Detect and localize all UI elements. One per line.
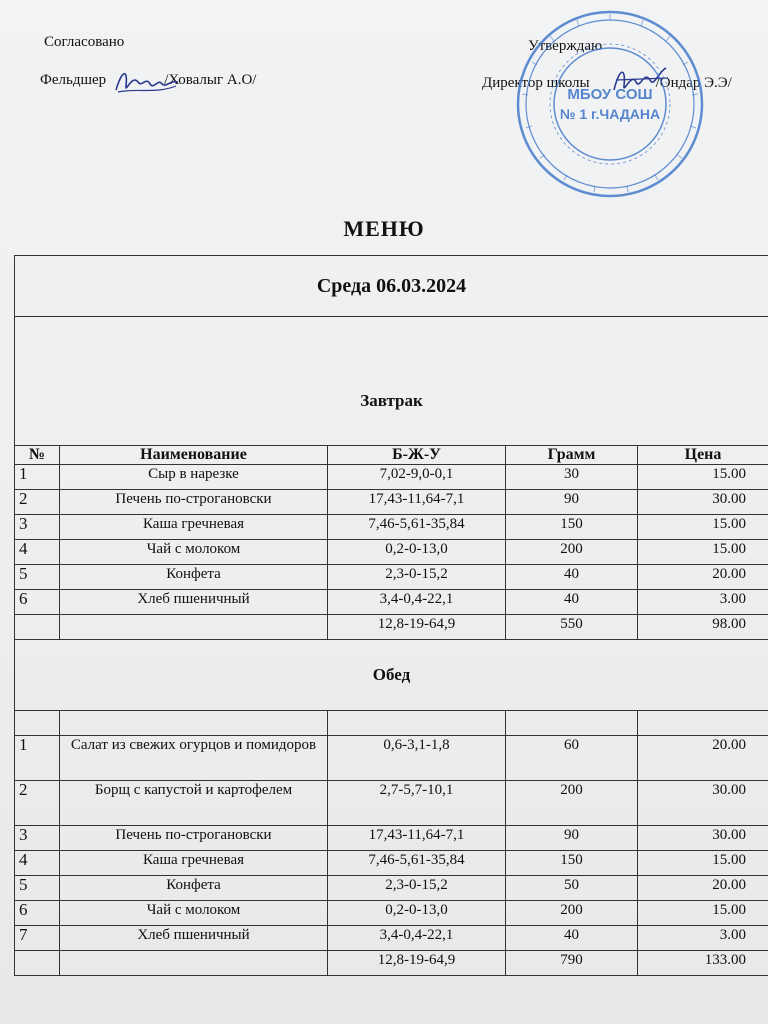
dish-gram: 50 xyxy=(506,876,638,901)
dish-bzhu: 3,4-0,4-22,1 xyxy=(328,926,506,951)
empty-cell xyxy=(638,711,768,736)
dish-name: Борщ с капустой и картофелем xyxy=(60,781,328,826)
empty-cell xyxy=(60,951,328,976)
total-bzhu: 12,8-19-64,9 xyxy=(328,951,506,976)
dish-bzhu: 2,3-0-15,2 xyxy=(328,565,506,590)
director-name: /Ондар Э.Э/ xyxy=(655,75,732,91)
col-header-price: Цена xyxy=(638,446,768,465)
dish-bzhu: 0,2-0-13,0 xyxy=(328,540,506,565)
dish-gram: 40 xyxy=(506,926,638,951)
dish-gram: 60 xyxy=(506,736,638,781)
day-heading: Среда 06.03.2024 xyxy=(15,256,768,317)
table-row xyxy=(15,490,768,515)
dish-gram: 200 xyxy=(506,540,638,565)
table-header-row xyxy=(15,446,768,465)
dish-name: Чай с молоком xyxy=(60,901,328,926)
lunch-total-row xyxy=(15,951,768,976)
dish-price: 20.00 xyxy=(638,876,768,901)
dish-bzhu: 7,46-5,61-35,84 xyxy=(328,515,506,540)
agreed-label: Согласовано xyxy=(44,34,125,50)
blank-row xyxy=(15,711,768,736)
dish-name: Печень по-строгановски xyxy=(60,826,328,851)
empty-cell xyxy=(506,711,638,736)
approved-label: Утверждаю xyxy=(528,38,603,54)
dish-gram: 90 xyxy=(506,490,638,515)
total-gram: 790 xyxy=(506,951,638,976)
empty-cell xyxy=(15,951,60,976)
dish-gram: 150 xyxy=(506,851,638,876)
dish-bzhu: 0,2-0-13,0 xyxy=(328,901,506,926)
row-number: 4 xyxy=(15,851,60,876)
table-row xyxy=(15,876,768,901)
dish-price: 15.00 xyxy=(638,515,768,540)
dish-price: 30.00 xyxy=(638,781,768,826)
dish-bzhu: 3,4-0,4-22,1 xyxy=(328,590,506,615)
empty-cell xyxy=(15,615,60,640)
dish-gram: 30 xyxy=(506,465,638,490)
col-header-bzhu: Б-Ж-У xyxy=(328,446,506,465)
dish-price: 20.00 xyxy=(638,565,768,590)
dish-bzhu: 17,43-11,64-7,1 xyxy=(328,826,506,851)
empty-cell xyxy=(60,615,328,640)
dish-gram: 40 xyxy=(506,590,638,615)
dish-name: Конфета xyxy=(60,876,328,901)
empty-cell xyxy=(60,711,328,736)
dish-gram: 200 xyxy=(506,781,638,826)
dish-price: 30.00 xyxy=(638,490,768,515)
dish-bzhu: 2,7-5,7-10,1 xyxy=(328,781,506,826)
total-price: 98.00 xyxy=(638,615,768,640)
row-number: 5 xyxy=(15,876,60,901)
dish-gram: 200 xyxy=(506,901,638,926)
dish-price: 15.00 xyxy=(638,851,768,876)
menu-title: МЕНЮ xyxy=(343,216,425,241)
dish-gram: 150 xyxy=(506,515,638,540)
table-row xyxy=(15,736,768,781)
row-number: 2 xyxy=(15,781,60,826)
row-number: 3 xyxy=(15,515,60,540)
table-row xyxy=(15,826,768,851)
row-number: 1 xyxy=(15,465,60,490)
dish-bzhu: 7,46-5,61-35,84 xyxy=(328,851,506,876)
row-number: 4 xyxy=(15,540,60,565)
medic-label: Фельдшер xyxy=(40,72,107,88)
medic-name: /Ховалыг А.О/ xyxy=(164,72,257,88)
table-row xyxy=(15,540,768,565)
lunch-heading: Обед xyxy=(15,640,768,711)
dish-name: Конфета xyxy=(60,565,328,590)
breakfast-heading: Завтрак xyxy=(15,317,768,446)
total-bzhu: 12,8-19-64,9 xyxy=(328,615,506,640)
dish-name: Хлеб пшеничный xyxy=(60,926,328,951)
dish-bzhu: 17,43-11,64-7,1 xyxy=(328,490,506,515)
dish-price: 15.00 xyxy=(638,465,768,490)
dish-name: Чай с молоком xyxy=(60,540,328,565)
row-number: 6 xyxy=(15,901,60,926)
svg-text:№ 1 г.ЧАДАНА: № 1 г.ЧАДАНА xyxy=(559,106,661,122)
row-number: 1 xyxy=(15,736,60,781)
dish-bzhu: 2,3-0-15,2 xyxy=(328,876,506,901)
table-row xyxy=(15,515,768,540)
dish-price: 3.00 xyxy=(638,590,768,615)
table-row xyxy=(15,926,768,951)
table-row xyxy=(15,901,768,926)
dish-gram: 40 xyxy=(506,565,638,590)
table-row xyxy=(15,465,768,490)
row-number: 7 xyxy=(15,926,60,951)
dish-name: Хлеб пшеничный xyxy=(60,590,328,615)
dish-name: Салат из свежих огурцов и помидоров xyxy=(60,736,328,781)
table-row xyxy=(15,851,768,876)
school-stamp xyxy=(510,4,710,204)
col-header-gram: Грамм xyxy=(506,446,638,465)
col-header-number: № xyxy=(15,446,60,465)
dish-price: 20.00 xyxy=(638,736,768,781)
total-price: 133.00 xyxy=(638,951,768,976)
dish-price: 30.00 xyxy=(638,826,768,851)
dish-name: Сыр в нарезке xyxy=(60,465,328,490)
dish-price: 15.00 xyxy=(638,901,768,926)
dish-name: Каша гречневая xyxy=(60,851,328,876)
row-number: 6 xyxy=(15,590,60,615)
director-label: Директор школы xyxy=(482,75,590,91)
total-gram: 550 xyxy=(506,615,638,640)
menu-table xyxy=(14,255,768,976)
dish-price: 3.00 xyxy=(638,926,768,951)
table-row xyxy=(15,781,768,826)
dish-bzhu: 7,02-9,0-0,1 xyxy=(328,465,506,490)
dish-name: Каша гречневая xyxy=(60,515,328,540)
dish-price: 15.00 xyxy=(638,540,768,565)
row-number: 3 xyxy=(15,826,60,851)
dish-bzhu: 0,6-3,1-1,8 xyxy=(328,736,506,781)
breakfast-total-row xyxy=(15,615,768,640)
col-header-name: Наименование xyxy=(60,446,328,465)
table-row xyxy=(15,590,768,615)
row-number: 5 xyxy=(15,565,60,590)
empty-cell xyxy=(328,711,506,736)
medic-signature xyxy=(112,64,182,100)
svg-text:МБОУ СОШ: МБОУ СОШ xyxy=(567,86,653,103)
empty-cell xyxy=(15,711,60,736)
table-row xyxy=(15,565,768,590)
dish-gram: 90 xyxy=(506,826,638,851)
row-number: 2 xyxy=(15,490,60,515)
dish-name: Печень по-строгановски xyxy=(60,490,328,515)
